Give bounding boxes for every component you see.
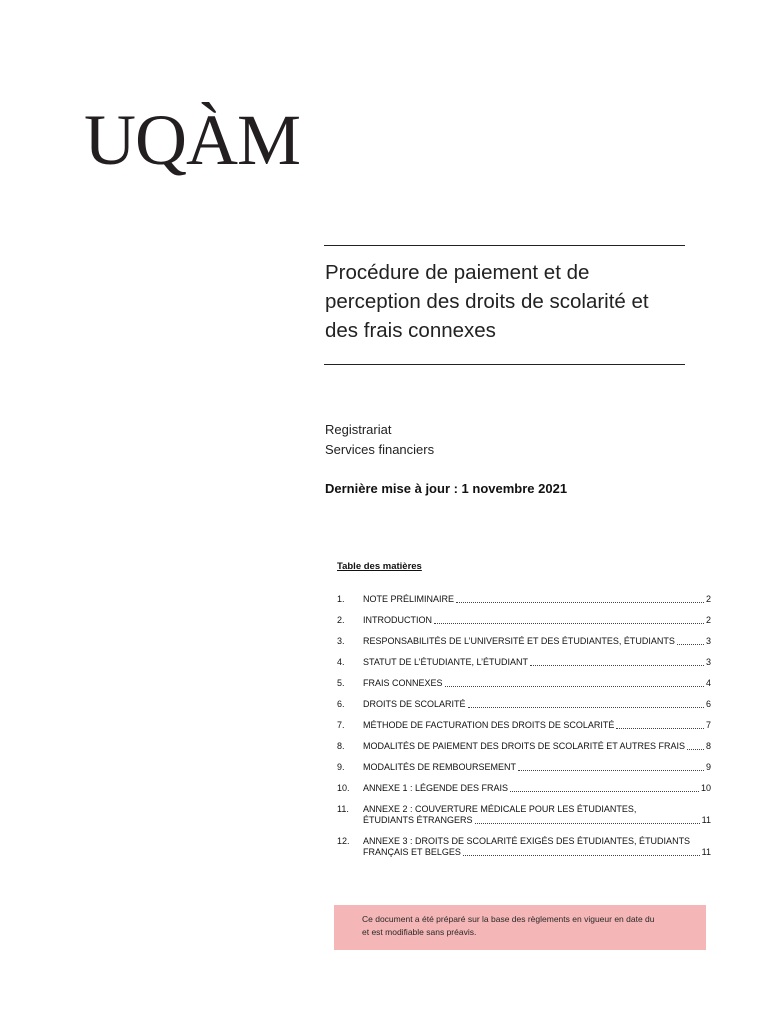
title-bottom-rule: [324, 364, 685, 365]
toc-entry-label: DROITS DE SCOLARITÉ: [363, 699, 466, 709]
toc-entry-number: 7.: [337, 720, 345, 730]
toc-entry-number: 8.: [337, 741, 345, 751]
toc-entry-label: RESPONSABILITÉS DE L’UNIVERSITÉ ET DES ÉTUDIANTES, ÉTUDIANTS: [363, 636, 675, 646]
toc-dot-leader: [677, 643, 704, 645]
toc-entry-label: MODALITÉS DE REMBOURSEMENT: [363, 762, 517, 772]
toc-entry[interactable]: [337, 836, 711, 858]
toc-dot-leader: [468, 706, 704, 708]
toc-entry-number: 10.: [337, 783, 350, 793]
toc-entry-page: 7: [705, 720, 711, 730]
toc-entry-label: NOTE PRÉLIMINAIRE: [363, 594, 455, 604]
toc-dot-leader: [510, 790, 699, 792]
title-top-rule: [324, 245, 685, 246]
toc-entry-page: 11: [701, 815, 711, 825]
toc-entry-number: 5.: [337, 678, 345, 688]
last-updated: Dernière mise à jour : 1 novembre 2021: [325, 481, 568, 496]
toc-entry[interactable]: [337, 804, 711, 826]
toc-entry-page: 3: [705, 657, 711, 667]
toc-entry-number: 3.: [337, 636, 345, 646]
toc-entry-label: MÉTHODE DE FACTURATION DES DROITS DE SCOLARITÉ: [363, 720, 615, 730]
toc-entry-page: 2: [705, 615, 711, 625]
toc-entry-page: 2: [705, 594, 711, 604]
toc-entry[interactable]: [337, 657, 711, 668]
toc-entry[interactable]: [337, 783, 711, 794]
toc-entry-number: 11.: [337, 804, 349, 814]
toc-entry[interactable]: [337, 636, 711, 647]
notice-box: [334, 905, 706, 950]
toc-dot-leader: [456, 601, 704, 603]
toc-entry-page: 3: [705, 636, 711, 646]
department-line-2: Services financiers: [325, 442, 435, 457]
toc-entry[interactable]: [337, 615, 711, 626]
toc-entry-label: STATUT DE L’ÉTUDIANTE, L’ÉTUDIANT: [363, 657, 529, 667]
table-of-contents: [337, 594, 711, 868]
document-title: Procédure de paiement et de perception des droits de scolarité et des frais connexes: [325, 261, 649, 342]
toc-dot-leader: [518, 769, 704, 771]
toc-dot-leader: [687, 748, 704, 750]
toc-dot-leader: [463, 854, 700, 856]
toc-entry[interactable]: [337, 699, 711, 710]
toc-entry-label-continued: FRANÇAIS ET BELGES: [363, 847, 461, 857]
toc-entry[interactable]: [337, 741, 711, 752]
toc-entry-number: 12.: [337, 836, 350, 846]
toc-dot-leader: [475, 822, 700, 824]
toc-entry-label: ANNEXE 3 : DROITS DE SCOLARITÉ EXIGÉS DES ÉTUDIANTES, ÉTUDIANTS: [363, 836, 691, 846]
toc-dot-leader: [616, 727, 704, 729]
toc-entry[interactable]: [337, 594, 711, 605]
toc-entry-label-continued: ÉTUDIANTS ÉTRANGERS: [363, 815, 473, 825]
department-block: [325, 420, 434, 460]
toc-entry-number: 4.: [337, 657, 345, 667]
toc-entry-page: 9: [705, 762, 711, 772]
toc-entry-label: ANNEXE 1 : LÉGENDE DES FRAIS: [363, 783, 509, 793]
notice-line-2: et est modifiable sans préavis.: [362, 927, 477, 937]
toc-entry[interactable]: [337, 762, 711, 773]
toc-entry-label: FRAIS CONNEXES: [363, 678, 443, 688]
toc-entry-page: 8: [705, 741, 711, 751]
uqam-logo: UQÀM: [84, 100, 301, 180]
toc-entry-label: MODALITÉS DE PAIEMENT DES DROITS DE SCOLARITÉ ET AUTRES FRAIS: [363, 741, 686, 751]
toc-entry[interactable]: [337, 720, 711, 731]
toc-entry-page: 11: [701, 847, 711, 857]
toc-entry[interactable]: [337, 678, 711, 689]
notice-line-1: Ce document a été préparé sur la base des règlements en vigueur en date du: [362, 914, 655, 924]
toc-entry-number: 9.: [337, 762, 345, 772]
toc-entry-number: 2.: [337, 615, 345, 625]
department-line-1: Registrariat: [325, 422, 392, 437]
toc-entry-page: 6: [705, 699, 711, 709]
toc-dot-leader: [434, 622, 704, 624]
toc-dot-leader: [445, 685, 704, 687]
toc-entry-label: INTRODUCTION: [363, 615, 432, 625]
toc-entry-page: 10: [700, 783, 711, 793]
toc-entry-page: 4: [705, 678, 711, 688]
toc-heading: Table des matières: [337, 561, 422, 572]
toc-entry-number: 6.: [337, 699, 345, 709]
toc-entry-label: ANNEXE 2 : COUVERTURE MÉDICALE POUR LES ÉTUDIANTES,: [363, 804, 637, 814]
toc-entry-number: 1.: [337, 594, 345, 604]
toc-dot-leader: [530, 664, 704, 666]
